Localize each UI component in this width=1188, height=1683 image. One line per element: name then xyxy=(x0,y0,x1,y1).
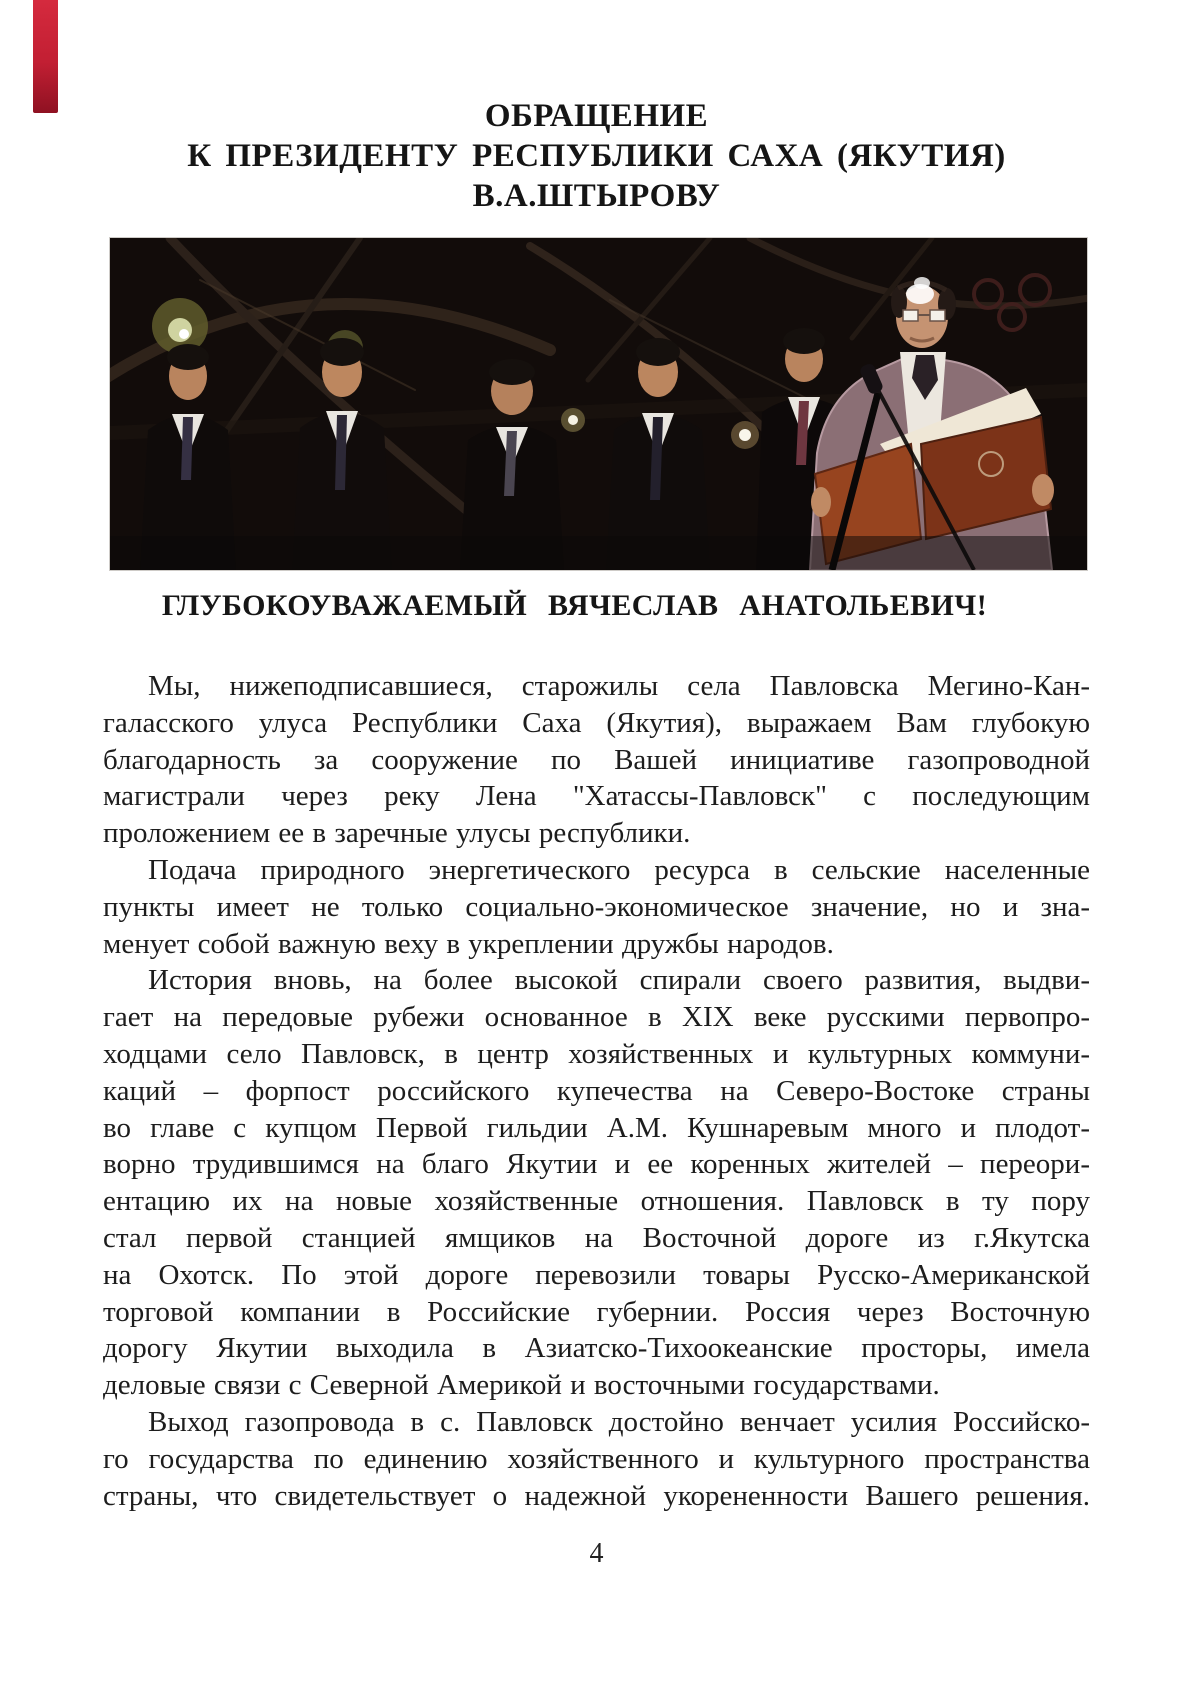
body-text-line: пункты имеет не только социально-экономическое значение, но и зна- xyxy=(103,890,1090,923)
body-text-line: Мы, нижеподписавшиеся, старожилы села Павловска Мегино-Кан- xyxy=(148,670,1090,702)
body-text-line: гает на передовые рубежи основанное в XIX веке русскими первопро- xyxy=(103,1001,1090,1034)
body-text-line: благодарность за сооружение по Вашей инициативе газопроводной xyxy=(103,743,1090,776)
body-text-line: Подача природного энергетического ресурса в сельские населенные xyxy=(148,853,1090,886)
body-text-line: Выход газопровода в с. Павловск достойно венчает усилия Российско- xyxy=(148,1405,1090,1438)
salutation-heading: ГЛУБОКОУВАЖАЕМЫЙ ВЯЧЕСЛАВ АНАТОЛЬЕВИЧ! xyxy=(161,589,988,622)
body-text-line: ентацию их на новые хозяйственные отношения. Павловск в ту пору xyxy=(103,1185,1090,1218)
body-text-line: галасского улуса Республики Саха (Якутия), выражаем Вам глубокую xyxy=(103,706,1090,739)
body-text-line: страны, что свидетельствует о надежной укорененности Вашего решения. xyxy=(103,1479,1090,1512)
page-number: 4 xyxy=(589,1538,604,1569)
body-text-line: ходцами село Павловск, в центр хозяйственных и культурных коммуни- xyxy=(103,1037,1090,1070)
body-text-line: стал первой станцией ямщиков на Восточной дороге из г.Якутска xyxy=(103,1221,1090,1254)
body-text-line: на Охотск. По этой дороге перевозили товары Русско-Американской xyxy=(103,1258,1090,1291)
body-text-line: каций – форпост российского купечества на Северо-Востоке страны xyxy=(103,1074,1090,1107)
body-text-line: дорогу Якутии выходила в Азиатско-Тихоокеанские просторы, имела xyxy=(103,1332,1090,1365)
body-text xyxy=(103,668,1090,1514)
body-text-line: торговой компании в Российские губернии. Россия через Восточную xyxy=(103,1295,1090,1328)
body-text-line: го государства по единению хозяйственного и культурного пространства xyxy=(103,1442,1090,1475)
body-text-line: ворно трудившимся на благо Якутии и ее коренных жителей – переори- xyxy=(103,1148,1090,1181)
body-text-line: во главе с купцом Первой гильдии А.М. Кушнаревым много и плодот- xyxy=(103,1111,1090,1144)
body-text-line: История вновь, на более высокой спирали своего развития, выдви- xyxy=(148,964,1090,997)
title-line-2: К ПРЕЗИДЕНТУ РЕСПУБЛИКИ САХА (ЯКУТИЯ) xyxy=(187,138,1006,174)
red-corner-mark xyxy=(33,0,58,113)
body-text-line: деловые связи с Северной Америкой и восточными государствами. xyxy=(103,1369,940,1402)
title-line-3: В.А.ШТЫРОВУ xyxy=(472,178,721,214)
group-photo-illustration xyxy=(110,238,1087,570)
document-title xyxy=(103,96,1090,216)
group-photo xyxy=(110,238,1087,570)
body-text-line: магистрали через реку Лена "Хатассы-Павловск" с последующим xyxy=(103,780,1090,813)
body-text-line: проложением ее в заречные улусы республики. xyxy=(103,817,691,850)
title-line-1: ОБРАЩЕНИЕ xyxy=(484,98,709,134)
body-text-line: менует собой важную веху в укреплении дружбы народов. xyxy=(103,927,834,960)
